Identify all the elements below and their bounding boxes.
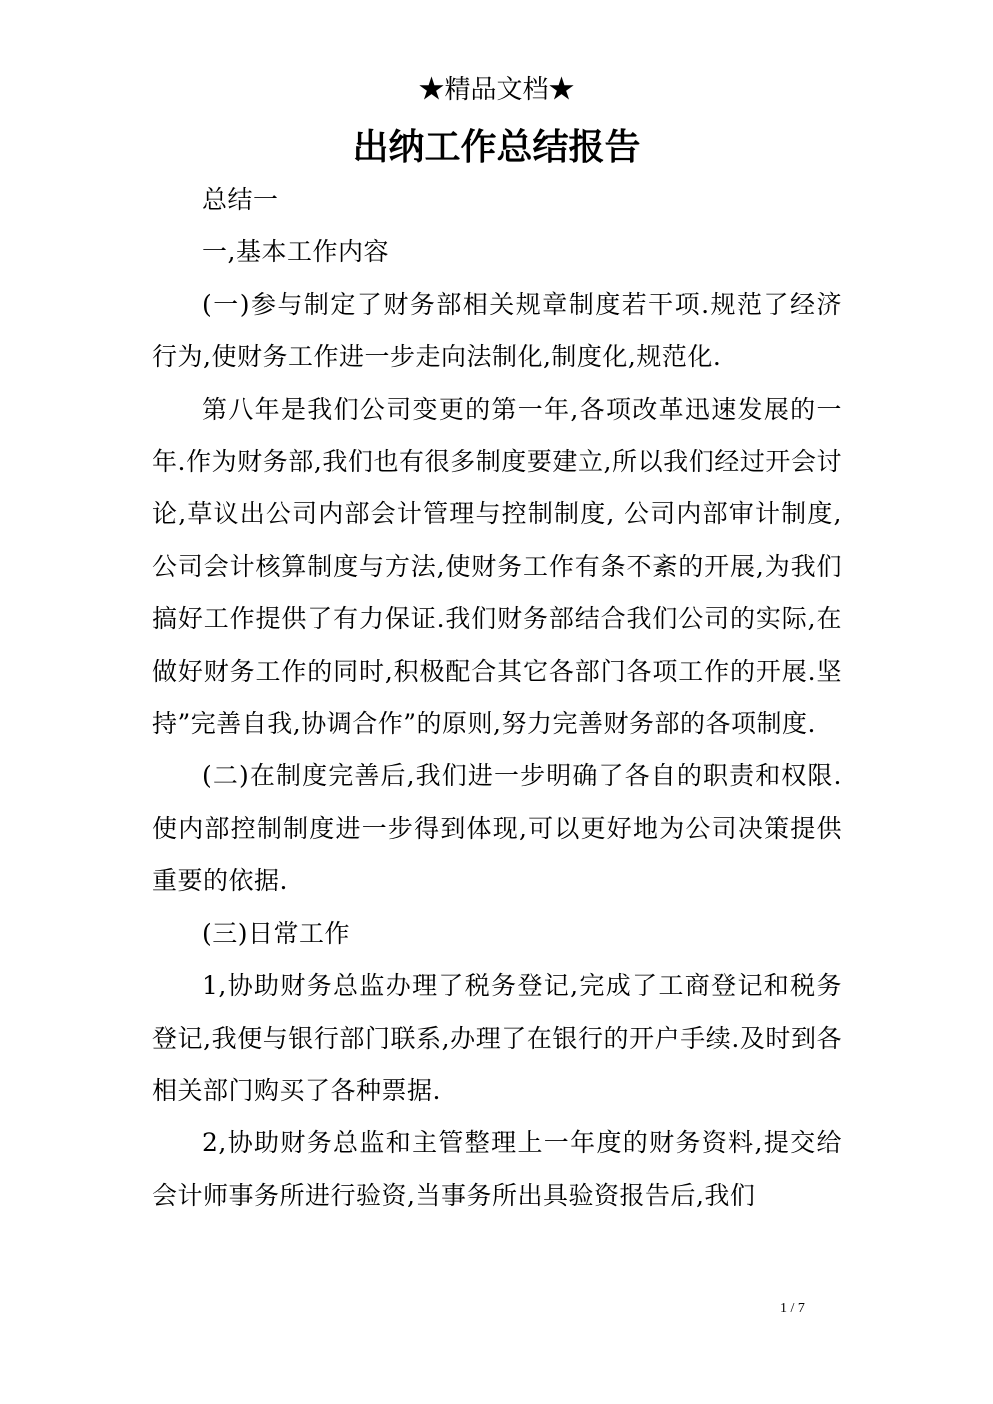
document-title: 出纳工作总结报告 [352,126,641,168]
paragraph: 1,协助财务总监办理了税务登记,完成了工商登记和税务登记,我便与银行部门联系,办理了在银行的开户手续.及时到各相关部门购买了各种票据. [152,971,842,1105]
paragraph: 2,协助财务总监和主管整理上一年度的财务资料,提交给会计师事务所进行验资,当事务所出具验资报告后,我们 [152,1128,842,1210]
page-number: 1 / 7 [780,1301,805,1316]
paragraph: 总结一 [202,185,279,214]
paragraph: 一,基本工作内容 [202,237,389,267]
document-body [152,174,842,1222]
paragraph: (二)在制度完善后,我们进一步明确了各自的职责和权限.使内部控制制度进一步得到体现,可以更好地为公司决策提供重要的依据. [152,761,842,896]
document-banner: ★精品文档★ [418,75,575,105]
paragraph: (一)参与制定了财务部相关规章制度若干项.规范了经济行为,使财务工作进一步走向法制化,制度化,规范化. [152,289,842,372]
paragraph: (三)日常工作 [202,918,351,948]
paragraph: 第八年是我们公司变更的第一年,各项改革迅速发展的一年.作为财务部,我们也有很多制度要建立,所以我们经过开会讨论,草议出公司内部会计管理与控制制度, 公司内部审计制度,公司会计核算制度与方法,使财务工作有条不紊的开展,为我们搞好工作提供了有力保证.我们财务部结合我们公司的实际,在做好财务工作的同时,积极配合其它各部门各项工作的开展.坚持”完善自我,协调合作”的原则,努力完善财务部的各项制度. [152,394,842,739]
